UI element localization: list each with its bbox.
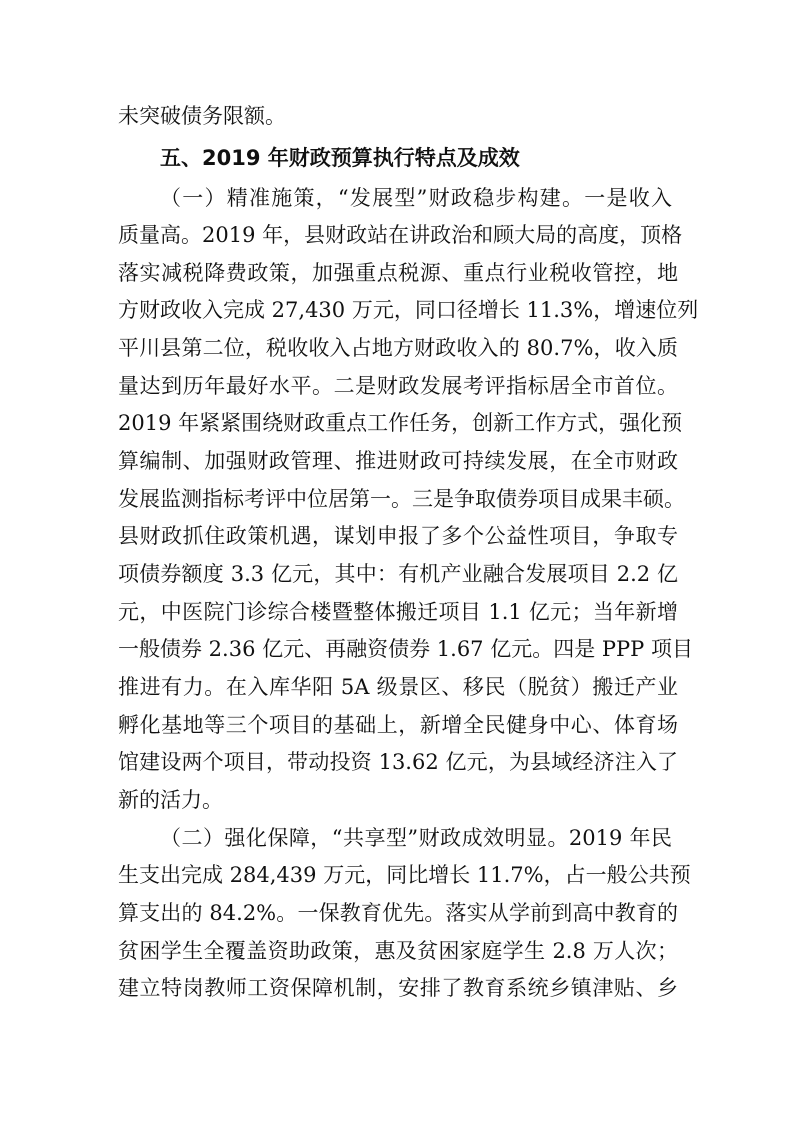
text-line: 未突破债务限额。 <box>118 104 286 128</box>
paragraph-line: 推进有力。在入库华阳 5A 级景区、移民（脱贫）搬迁产业 <box>118 675 678 699</box>
paragraph-line: 生支出完成 284,439 万元，同比增长 11.7%，占一般公共预 <box>118 863 691 887</box>
paragraph-line: 平川县第二位，税收收入占地方财政收入的 80.7%，收入质 <box>118 336 678 360</box>
paragraph-line: 算支出的 84.2%。一保教育优先。落实从学前到高中教育的 <box>118 901 678 925</box>
paragraph-line: 发展监测指标考评中位居第一。三是争取债券项目成果丰硕。 <box>118 487 685 511</box>
paragraph-line: 馆建设两个项目，带动投资 13.62 亿元，为县域经济注入了 <box>118 750 678 774</box>
paragraph-line: 县财政抓住政策机遇，谋划申报了多个公益性项目，争取专 <box>118 524 678 548</box>
paragraph-line: （一）精准施策，“发展型”财政稳步构建。一是收入 <box>160 186 672 210</box>
paragraph-line: 项债券额度 3.3 亿元，其中：有机产业融合发展项目 2.2 亿 <box>118 562 678 586</box>
paragraph-line: （二）强化保障，“共享型”财政成效明显。2019 年民 <box>160 826 672 850</box>
paragraph-line: 元，中医院门诊综合楼暨整体搬迁项目 1.1 亿元；当年新增 <box>118 600 678 624</box>
paragraph-line: 2019 年紧紧围绕财政重点工作任务，创新工作方式，强化预 <box>118 411 683 435</box>
paragraph-line: 算编制、加强财政管理、推进财政可持续发展，在全市财政 <box>118 449 678 473</box>
paragraph-line: 量达到历年最好水平。二是财政发展考评指标居全市首位。 <box>118 374 678 398</box>
paragraph-line: 方财政收入完成 27,430 万元，同口径增长 11.3%，增速位列 <box>118 298 699 322</box>
paragraph-line: 落实减税降费政策，加强重点税源、重点行业税收管控，地 <box>118 261 678 285</box>
section-heading: 五、2019 年财政预算执行特点及成效 <box>160 146 520 170</box>
paragraph-line: 孵化基地等三个项目的基础上，新增全民健身中心、体育场 <box>118 713 678 737</box>
paragraph-line: 贫困学生全覆盖资助政策，惠及贫困家庭学生 2.8 万人次； <box>118 939 678 963</box>
paragraph-line: 建立特岗教师工资保障机制，安排了教育系统乡镇津贴、乡 <box>118 976 678 1000</box>
paragraph-line: 一般债券 2.36 亿元、再融资债券 1.67 亿元。四是 PPP 项目 <box>118 637 693 661</box>
paragraph-line: 新的活力。 <box>118 788 223 812</box>
paragraph-line: 质量高。2019 年，县财政站在讲政治和顾大局的高度，顶格 <box>118 223 683 247</box>
